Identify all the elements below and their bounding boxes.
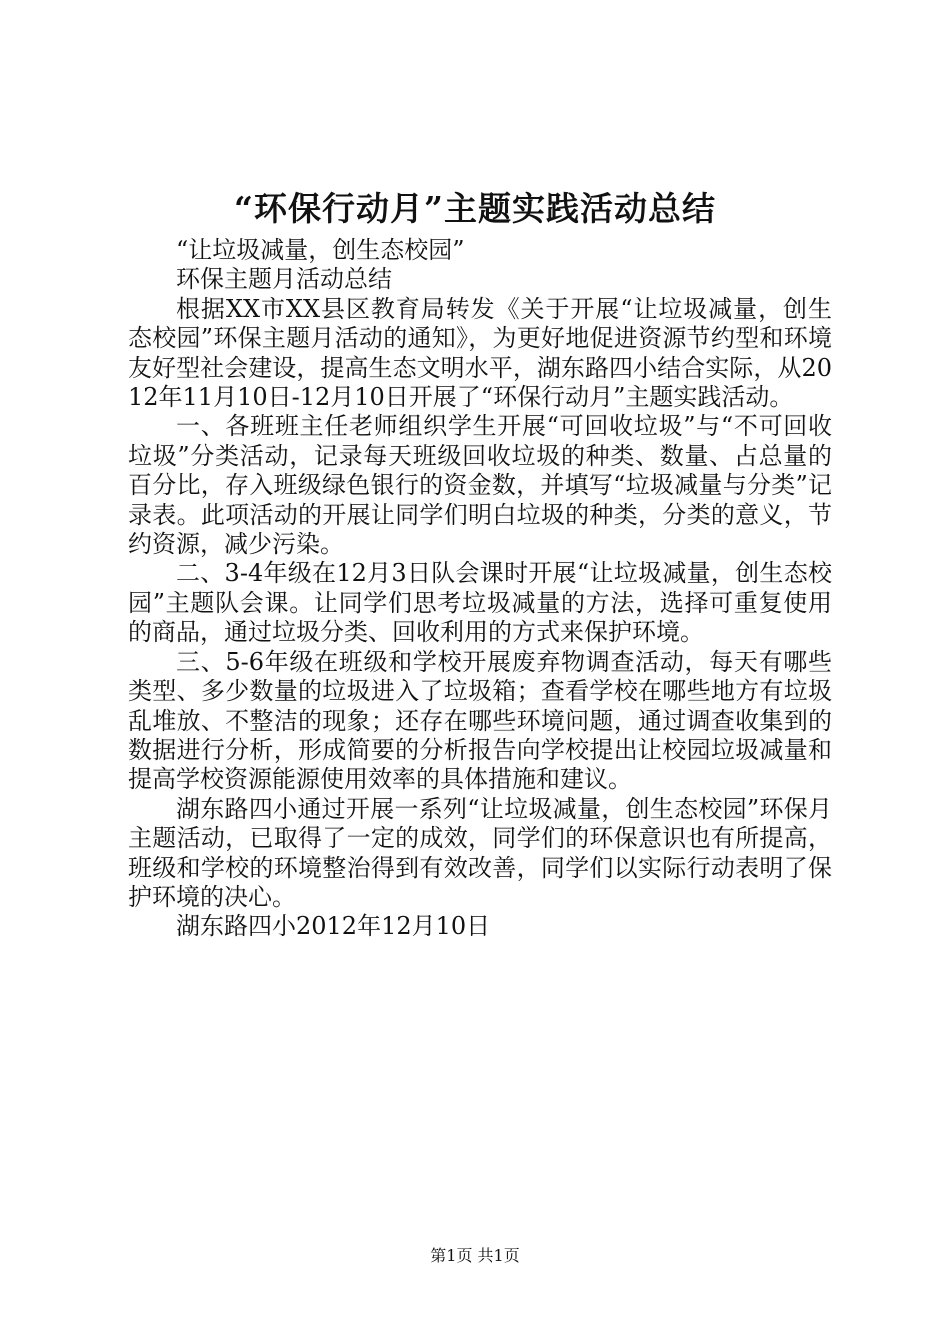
slogan-line: “让垃圾减量，创生态校园” (176, 236, 465, 264)
section-two-paragraph: 二、3-4年级在12月3日队会课时开展“让垃圾减量，创生态校园”主题队会课。让同学们思考垃圾减量的方法，选择可重复使用的商品，通过垃圾分类、回收利用的方式来保护环境。 (128, 559, 832, 647)
document-title: “环保行动月”主题实践活动总结 (234, 189, 716, 228)
conclusion-paragraph: 湖东路四小通过开展一系列“让垃圾减量，创生态校园”环保月主题活动，已取得了一定的成效，同学们的环保意识也有所提高，班级和学校的环境整治得到有效改善，同学们以实际行动表明了保护环境的决心。 (128, 794, 832, 911)
section-one-paragraph: 一、各班班主任老师组织学生开展“可回收垃圾”与“不可回收垃圾”分类活动，记录每天班级回收垃圾的种类、数量、占总量的百分比，存入班级绿色银行的资金数，并填写“垃圾减量与分类”记录表。此项活动的开展让同学们明白垃圾的种类，分类的意义，节约资源，减少污染。 (128, 412, 832, 559)
page-number-footer: 第1页 共1页 (430, 1246, 520, 1265)
subtitle-line: 环保主题月活动总结 (176, 265, 392, 294)
intro-paragraph: 根据XX市XX县区教育局转发《关于开展“让垃圾减量，创生态校园”环保主题月活动的通知》，为更好地促进资源节约型和环境友好型社会建设，提高生态文明水平，湖东路四小结合实际，从2012年11月10日-12月10日开展了“环保行动月”主题实践活动。 (128, 294, 832, 412)
section-three-paragraph: 三、5-6年级在班级和学校开展废弃物调查活动，每天有哪些类型、多少数量的垃圾进入了垃圾箱；查看学校在哪些地方有垃圾乱堆放、不整洁的现象；还存在哪些环境问题，通过调查收集到的数据进行分析，形成简要的分析报告向学校提出让校园垃圾减量和提高学校资源能源使用效率的具体措施和建议。 (128, 647, 832, 794)
signature-date-line: 湖东路四小2012年12月10日 (176, 912, 491, 941)
document-body (128, 236, 832, 942)
